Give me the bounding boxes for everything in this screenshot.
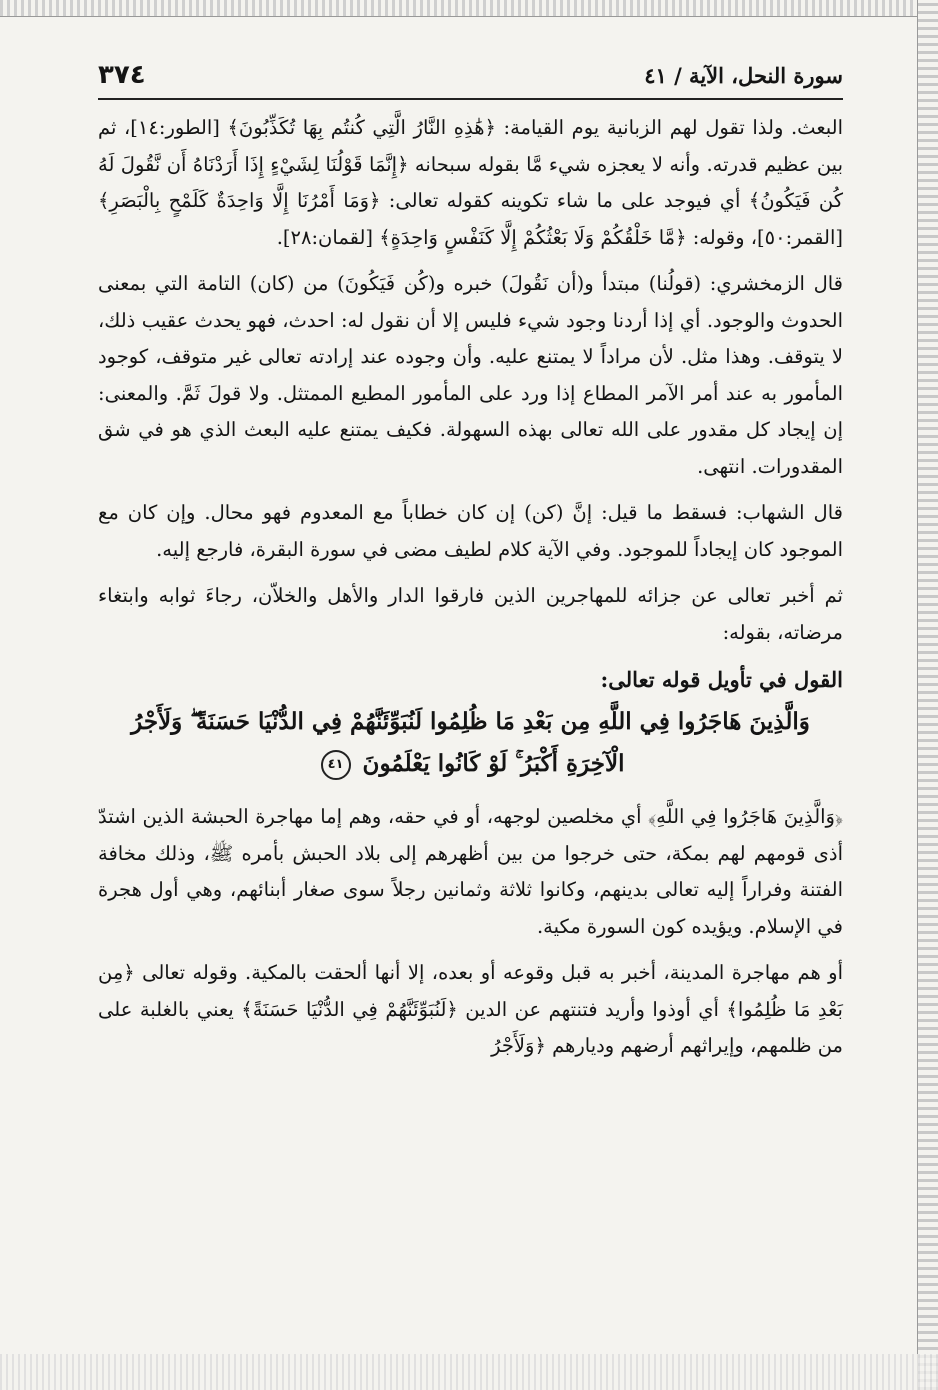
book-page (98, 60, 843, 1075)
page-header (98, 60, 843, 100)
ayah-number-marker: ٤١ (321, 750, 351, 780)
scan-noise-bottom (0, 1354, 938, 1390)
paragraph-1: البعث. ولذا تقول لهم الزبانية يوم القيامة: ﴿هَٰذِهِ النَّارُ الَّتِي كُنتُم بِهَا تُكَذِّبُونَ﴾ [الطور:١٤]، ثم بين عظيم قدرته. وأنه لا يعجزه شيء مَّا بقوله سبحانه ﴿إِنَّمَا قَوْلُنَا لِشَيْءٍ إِذَا أَرَدْنَاهُ أَن نَّقُولَ لَهُ كُن فَيَكُونُ﴾ أي فيوجد على ما شاء تكوينه كقوله تعالى: ﴿وَمَا أَمْرُنَا إِلَّا وَاحِدَةٌ كَلَمْحٍ بِالْبَصَرِ﴾ [القمر:٥٠]، وقوله: ﴿مَّا خَلْقُكُمْ وَلَا بَعْثُكُمْ إِلَّا كَنَفْسٍ وَاحِدَةٍ﴾ [لقمان:٢٨]. (98, 116, 843, 249)
quran-verse (98, 701, 843, 785)
ornamental-border-top (0, 0, 938, 17)
page-number: ٣٧٤ (98, 60, 146, 90)
paragraph-3: قال الشهاب: فسقط ما قيل: إنَّ (كن) إن كان خطاباً مع المعدوم فهو محال. وإن كان مع الموجود كان إيجاداً للموجود. وفي الآية كلام لطيف مضى في سورة البقرة، فارجع إليه. (98, 501, 843, 561)
verse-text: وَالَّذِينَ هَاجَرُوا فِي اللَّهِ مِن بَعْدِ مَا ظُلِمُوا لَنُبَوِّئَنَّهُمْ فِي الدُّنْيَا حَسَنَةً ۖ وَلَأَجْرُ الْآخِرَةِ أَكْبَرُ ۚ لَوْ كَانُوا يَعْلَمُونَ (131, 708, 810, 777)
paragraph-4: ثم أخبر تعالى عن جزائه للمهاجرين الذين فارقوا الدار والأهل والخلاّن، رجاءَ ثوابه وابتغاء مرضاته، بقوله: (98, 584, 843, 644)
paragraph-2: قال الزمخشري: (قولُنا) مبتدأ و(أن نَقُولَ) خبره و(كُن فَيَكُونَ) من (كان) التامة التي بمعنى الحدوث والوجود. أي إذا أردنا وجود شيء فليس إلا أن نقول له: احدث، فهو يحدث عقيب ذلك، لا يتوقف. وهذا مثل. لأن مراداً لا يمتنع عليه. وأن وجوده عند إرادته تعالى غير متوقف، كوجود المأمور به عند أمر الآمر المطاع إذا ورد على المأمور المطيع الممتثل. ولا قولَ ثَمَّ. والمعنى: إن إيجاد كل مقدور على الله تعالى بهذه السهولة. فكيف يمتنع عليه البعث الذي هو في شق المقدورات. انتهى. (98, 272, 843, 478)
page-content (98, 110, 843, 1065)
running-title: سورة النحل، الآية / ٤١ (644, 63, 843, 88)
ornamental-border-right (917, 0, 938, 1390)
commentary-paragraph-1: ﴿وَالَّذِينَ هَاجَرُوا فِي اللَّهِ﴾ أي مخلصين لوجهه، أو في حقه، وهم إما مهاجرة الحبشة الذين اشتدّ أذى قومهم لهم بمكة، حتى خرجوا من بين أظهرهم إلى بلاد الحبش بأمره ﷺ، وذلك مخافة الفتنة وفراراً إليه تعالى بدينهم، وكانوا ثلاثة وثمانين رجلاً سوى صغار أبنائهم، وهي أول هجرة في الإسلام. ويؤيده كون السورة مكية. (98, 805, 843, 938)
section-heading: القول في تأويل قوله تعالى: (600, 667, 843, 692)
commentary-paragraph-2: أو هم مهاجرة المدينة، أخبر به قبل وقوعه أو بعده، إلا أنها ألحقت بالمكية. وقوله تعالى ﴿مِن بَعْدِ مَا ظُلِمُوا﴾ أي أوذوا وأريد فتنتهم عن الدين ﴿لَنُبَوِّئَنَّهُمْ فِي الدُّنْيَا حَسَنَةً﴾ يعني بالغلبة على من ظلمهم، وإيراثهم أرضهم وديارهم ﴿وَلَأَجْرُ (98, 961, 843, 1057)
